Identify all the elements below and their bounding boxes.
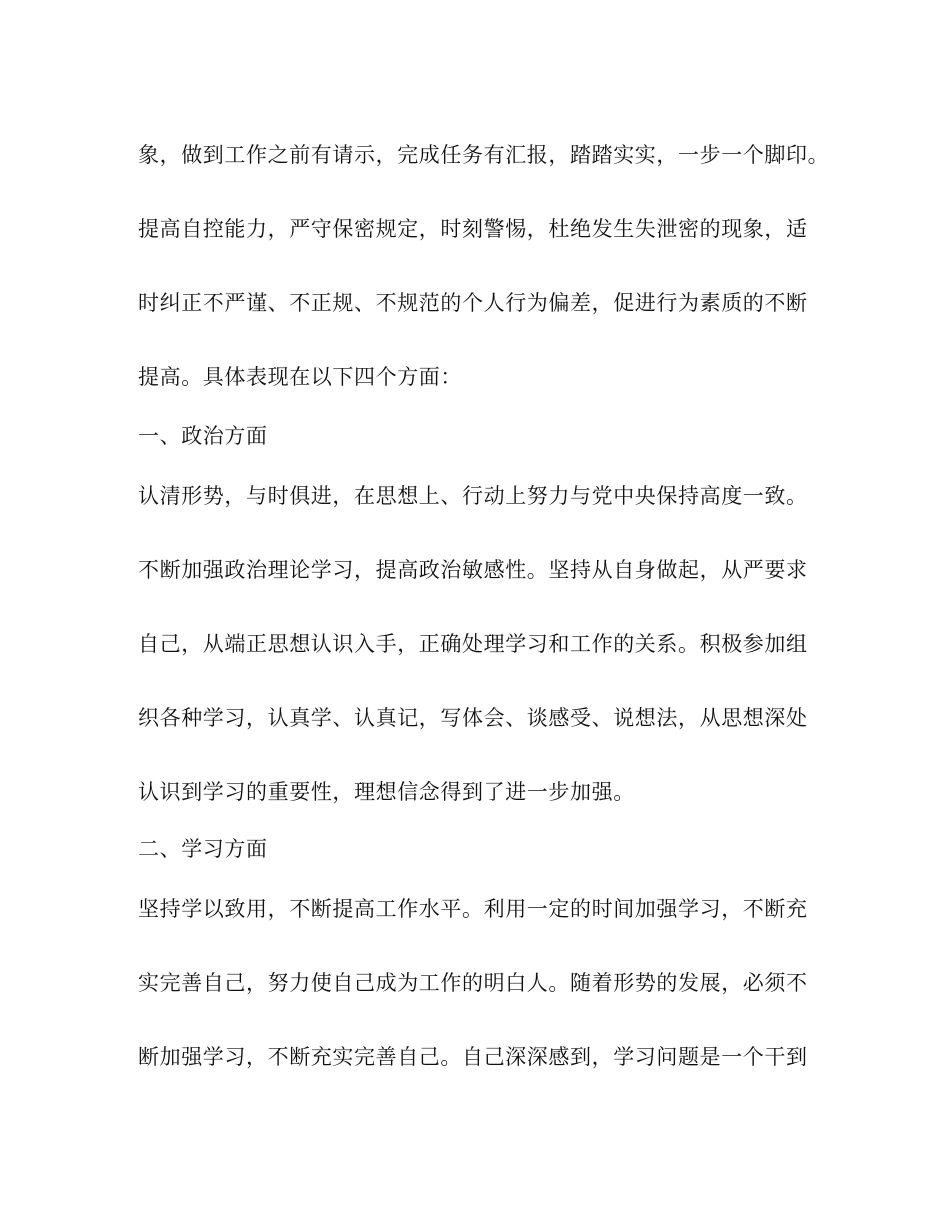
text-line: 认识到学习的重要性，理想信念得到了进一步加强。: [138, 780, 635, 804]
text-line: 认清形势，与时俱进，在思想上、行动上努力与党中央保持高度一致。: [138, 484, 808, 508]
text-line: 断加强学习，不断充实完善自己。自己深深感到，学习问题是一个干到: [138, 1045, 808, 1069]
text-line: 提高。具体表现在以下四个方面：: [138, 365, 462, 389]
text-line: 实完善自己，努力使自己成为工作的明白人。随着形势的发展，必须不: [138, 971, 808, 995]
text-line: 提高自控能力，严守保密规定，时刻警惕，杜绝发生失泄密的现象，适: [138, 217, 808, 241]
text-line: 时纠正不严谨、不正规、不规范的个人行为偏差，促进行为素质的不断: [138, 291, 808, 315]
text-line: 自己，从端正思想认识入手，正确处理学习和工作的关系。积极参加组: [138, 632, 808, 656]
text-line: 象，做到工作之前有请示，完成任务有汇报，踏踏实实，一步一个脚印。: [138, 143, 830, 167]
section-heading-politics: 一、政治方面: [138, 424, 268, 448]
text-line: 织各种学习，认真学、认真记，写体会、谈感受、说想法，从思想深处: [138, 706, 808, 730]
text-line: 不断加强政治理论学习，提高政治敏感性。坚持从自身做起，从严要求: [138, 558, 808, 582]
text-line: 坚持学以致用，不断提高工作水平。利用一定的时间加强学习，不断充: [138, 897, 808, 921]
section-heading-study: 二、学习方面: [138, 837, 268, 861]
